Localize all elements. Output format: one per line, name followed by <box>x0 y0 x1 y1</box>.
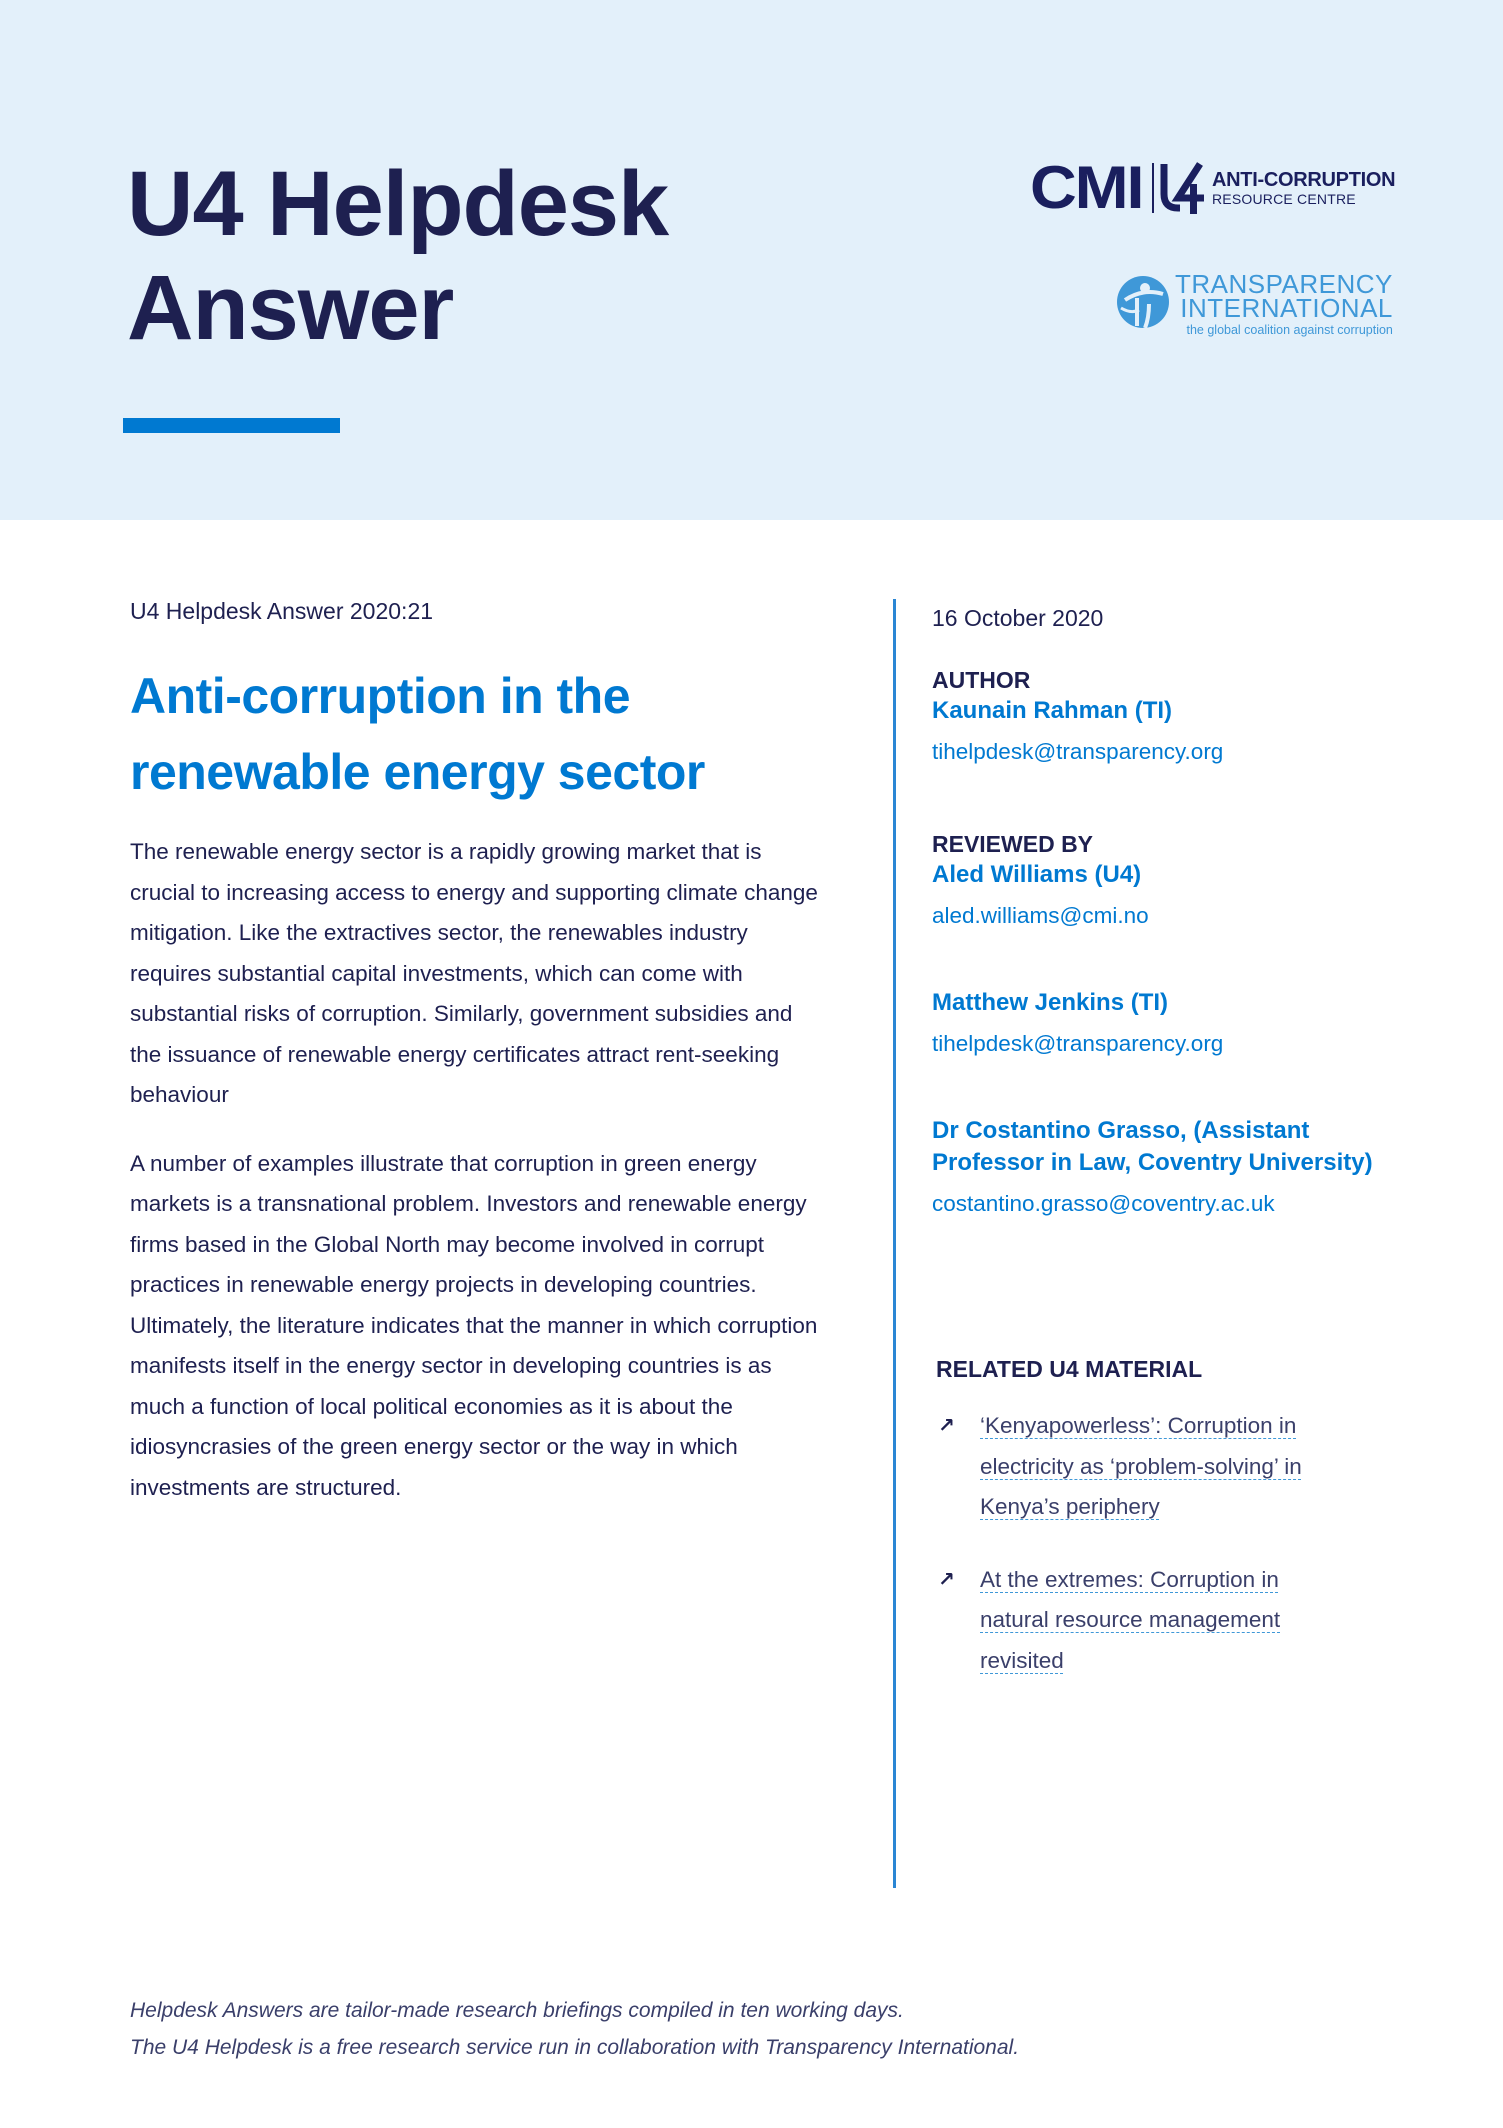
cmi-wordmark: CMI <box>1030 154 1143 221</box>
u4-mark-icon <box>1160 160 1206 216</box>
reviewer-email-link[interactable]: aled.williams@cmi.no <box>932 903 1149 928</box>
ti-wordmark <box>1175 269 1393 338</box>
summary-paragraph-2: A number of examples illustrate that corruption in green energy markets is a transnational problem. Investors and renewable energy firms based in the Global North may become involved in corrupt practices in renewable energy projects in developing countries. Ultimately, the literature indicates that the manner in which corruption manifests itself in the energy sector in developing countries is as much a function of local political economies as it is about the idiosyncrasies of the green energy sector or the way in which investments are structured. <box>130 1150 818 1500</box>
cover-header <box>0 0 1503 520</box>
cmi-u4-logo <box>1030 154 1396 221</box>
reviewer <box>932 859 1412 931</box>
footer-note <box>130 1992 1330 2066</box>
main-column <box>130 596 820 1508</box>
related-material-section <box>936 1354 1406 1681</box>
title-line-1: U4 Helpdesk <box>127 153 669 255</box>
title-accent-bar <box>123 418 340 433</box>
related-link[interactable]: ‘Kenyapowerless’: Corruption in electricity as ‘problem-solving’ in Kenya’s periphery <box>980 1413 1302 1519</box>
reviewers-section <box>932 829 1412 1219</box>
metadata-sidebar <box>932 603 1412 1219</box>
document-title <box>130 658 820 810</box>
column-divider <box>893 599 896 1888</box>
ti-line-1: TRANSPARENCY <box>1175 269 1393 299</box>
transparency-international-logo <box>1115 269 1393 338</box>
author-section <box>932 665 1412 767</box>
u4-wordmark <box>1212 170 1395 207</box>
reviewer-name: Aled Williams (U4) <box>932 861 1142 888</box>
author-name: Kaunain Rahman (TI) <box>932 697 1173 724</box>
document-title-line-1: Anti-corruption in the <box>130 668 631 724</box>
ti-tagline: the global coalition against corruption <box>1186 323 1393 337</box>
related-link-item[interactable] <box>936 1560 1406 1682</box>
related-link[interactable]: At the extremes: Corruption in natural resource management revisited <box>980 1566 1281 1673</box>
ti-globe-icon <box>1115 274 1171 330</box>
title-line-2: Answer <box>127 257 454 359</box>
arrow-up-right-icon: ↗ <box>938 1568 955 1591</box>
series-number: U4 Helpdesk Answer 2020:21 <box>130 598 434 624</box>
ti-line-2: INTERNATIONAL <box>1180 293 1393 323</box>
publication-date: 16 October 2020 <box>932 605 1104 631</box>
footer-line-2: The U4 Helpdesk is a free research service run in collaboration with Transparency International. <box>130 2036 1020 2059</box>
related-material-label: RELATED U4 MATERIAL <box>936 1356 1203 1382</box>
reviewer-email-link[interactable]: costantino.grasso@coventry.ac.uk <box>932 1191 1275 1216</box>
reviewed-by-label: REVIEWED BY <box>932 831 1094 857</box>
u4-name: ANTI-CORRUPTION <box>1212 168 1396 191</box>
author-label: AUTHOR <box>932 667 1031 693</box>
author-email-link[interactable]: tihelpdesk@transparency.org <box>932 739 1224 764</box>
reviewer <box>932 987 1412 1059</box>
reviewer <box>932 1115 1412 1219</box>
related-link-item[interactable] <box>936 1406 1406 1528</box>
summary-paragraph-1: The renewable energy sector is a rapidly growing market that is crucial to increasing access to energy and supporting climate change mitigation. Like the extractives sector, the renewables industry requires substantial capital investments, which can come with substantial risks of corruption. Similarly, government subsidies and the issuance of renewable energy certificates attract rent-seeking behaviour <box>130 839 818 1107</box>
u4-subname: RESOURCE CENTRE <box>1212 190 1356 207</box>
reviewer-email-link[interactable]: tihelpdesk@transparency.org <box>932 1031 1224 1056</box>
document-title-line-2: renewable energy sector <box>130 744 705 800</box>
reviewer-name: Dr Costantino Grasso, (Assistant Professor in Law, Coventry University) <box>932 1117 1373 1176</box>
footer-line-1: Helpdesk Answers are tailor-made research briefings compiled in ten working days. <box>130 1999 904 2022</box>
publication-type-title <box>127 152 668 360</box>
reviewer-name: Matthew Jenkins (TI) <box>932 989 1169 1016</box>
arrow-up-right-icon: ↗ <box>938 1415 955 1437</box>
logo-separator <box>1152 163 1154 213</box>
